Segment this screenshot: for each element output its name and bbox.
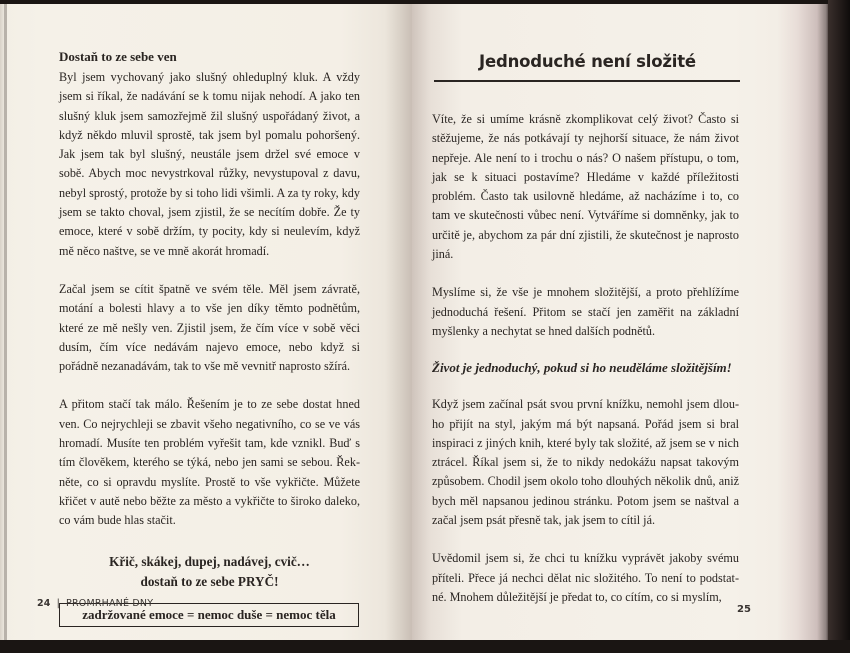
- paragraph: Uvědomil jsem si, že chci tu knížku vyprávět jakoby svému příteli. Přece já nechci dělat nic složitého. To není to podstatné. Mnohem důležitější je předat to, co cítím, co si myslím,: [432, 551, 739, 604]
- title-rule: [434, 80, 740, 82]
- footer-separator: |: [56, 598, 61, 609]
- paragraph: Víte, že si umíme krásně zkomplikovat celý život? Často si stěžujeme, že nás potkávají ty nejhorší situace, že nám život nepřeje. Ale není to i trochu o nás? O našem přístupu, o tom, jak se k situaci postavíme? Hledáme v každé příležitosti problém. Často tak usilovně hledáme, až nacházíme i to, co tam ve skutečnosti vůbec není. Vytváříme si domněnky, jak to určitě je, abychom za pár dní zjistili, že skutečnost je naprosto jiná.: [432, 112, 739, 262]
- motto: Život je jednoduchý, pokud si ho neuděláme složitějším!: [432, 360, 732, 376]
- paragraph: A přitom stačí tak málo. Řešením je to ze sebe dostat hned ven. Co nejrychleji se zbavit všeho negativního, co se ve vás hromadí. Musíte ten problém vyřešit tam, kde vznikl. Buď s tím člověkem, kterého se týká, nebo jen sami se sebou. Řekněte, co si opravdu myslíte. Prostě to vše vykřičte. Můžete křičet v autě nebo běžte za město a vykřičte to široko daleko, co vám bude hlas stačit.: [59, 397, 360, 528]
- paragraph: Byl jsem vychovaný jako slušný ohleduplný kluk. A vždy jsem si říkal, že nadávání se k tomu nijak nehodí. A jako ten slušný kluk jsem samozřejmě žil slušný uspořádaný život, a když někdo mluvil sprostě, tak jsem byl pomalu pohoršený. Jak jsem tak byl slušný, neustále jsem držel své emoce v sobě. Abych moc nevystrkoval růžky, nevystupoval z davu, nebyl sprostý, protože by si toho lidi všimli. A za ty roky, kdy jsem se takto choval, jsem zjistil, že se necítím dobře. Že ty emoce, které v sobě držím, ty pocity, kdy si neulevím, když mě něco naštve, se ve mně akorát hromadí.: [59, 70, 360, 258]
- left-page-footer: [37, 598, 153, 609]
- page-number: 25: [737, 604, 751, 615]
- boxed-equation: zadržované emoce = nemoc duše = nemoc těla: [59, 603, 359, 627]
- paragraph: Myslíme si, že vše je mnohem složitější, a proto přehlížíme jednoduchá řešení. Přitom se stačí jen zaměřit na základní myšlenky a nechytat se hned dalších podnětů.: [432, 285, 739, 338]
- paragraph: Když jsem začínal psát svou první knížku, nemohl jsem dlouho přijít na styl, jakým má být napsaná. Pořád jsem si bral inspiraci z jiných knih, které byly tak složité, až jsem se v nich ztrácel. Říkal jsem si, že to nikdy nedokážu napsat takovým způsobem. Chodil jsem okolo toho dlouhých několik dnů, aniž bych měl napsanou jedinou stránku. Potom jsem se naštval a začal jsem psát přesně tak, jak jsem to cítil já.: [432, 397, 739, 528]
- chapter-title: Jednoduché není složité: [479, 52, 696, 71]
- right-page-text: [432, 110, 739, 607]
- section-heading: Dostaň to ze sebe ven: [59, 49, 177, 64]
- book-edge-shadow: [828, 0, 850, 653]
- left-page-text: [56, 48, 360, 627]
- emphasis-callout: [59, 552, 360, 592]
- page-number: 24: [37, 598, 51, 609]
- paragraph: Začal jsem se cítit špatně ve svém těle. Měl jsem závratě, motání a bolesti hlavy a to vše jen díky těmto podnětům, které ze mě nešly ven. Zjistil jsem, že čím více v sobě věci dusím, čím více nedávám najevo emoce, nebo když si pořádně nezanadávám, tak to vše mě vevnitř naprosto sžírá.: [59, 281, 360, 374]
- running-title: PROMRHANÉ DNY: [66, 598, 154, 609]
- bottom-shadow: [0, 640, 850, 653]
- callout-line-2: dostaň to ze sebe PRYČ!: [140, 573, 279, 589]
- callout-line-1: Křič, skákej, dupej, nadávej, cvič…: [109, 553, 310, 569]
